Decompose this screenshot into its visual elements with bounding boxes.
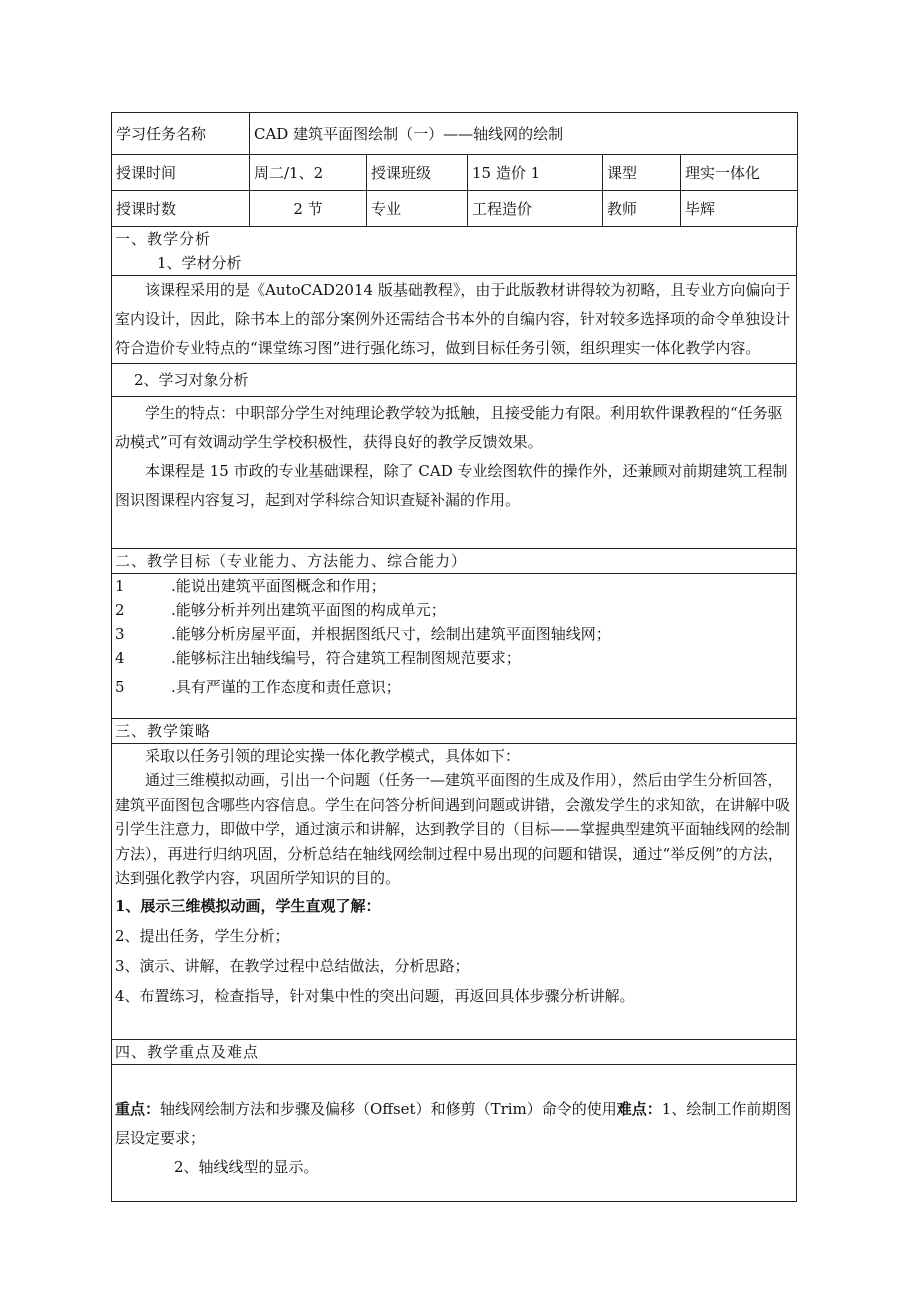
key-points-section [111,1040,797,1202]
class-value: 15 造价 1 [468,155,603,191]
lesson-info-table [111,112,798,227]
strategy-detail: 通过三维模拟动画，引出一个问题（任务一—建筑平面图的生成及作用），然后由学生分析回答，建筑平面图包含哪些内容信息。学生在问答分析间遇到问题或讲错，会激发学生的求知欲，在讲解中吸引学生注意力，即做中学，通过演示和讲解，达到教学目的（目标——掌握典型建筑平面轴线网的绘制方法），再进行归纳巩固，分析总结在轴线网绘制过程中易出现的问题和错误，通过“举反例”的方法，达到强化教学内容，巩固所学知识的目的。 [115,771,791,887]
teaching-strategy-section [111,719,797,1040]
objective-item: 5 .具有严谨的工作态度和责任意识； [115,678,401,696]
objective-item: 3 .能够分析房屋平面，并根据图纸尺寸，绘制出建筑平面图轴线网； [115,625,611,643]
teacher-label: 教师 [603,191,681,227]
strategy-step: 4、布置练习，检查指导，针对集中性的突出问题，再返回具体步骤分析讲解。 [115,986,635,1005]
teacher-value: 毕辉 [681,191,798,227]
task-name-value: CAD 建筑平面图绘制（一）——轴线网的绘制 [250,113,798,155]
major-label: 专业 [367,191,468,227]
class-label: 授课班级 [367,155,468,191]
teaching-analysis-section [111,227,797,549]
learner-analysis-title: 2、学习对象分析 [112,364,796,397]
section4-title: 四、教学重点及难点 [112,1040,796,1065]
key-points-text [112,1095,796,1153]
objective-item: 4 .能够标注出轴线编号，符合建筑工程制图规范要求； [115,649,521,667]
time-label: 授课时间 [112,155,250,191]
objective-item: 1 .能说出建筑平面图概念和作用； [115,577,386,595]
key-label: 重点： [115,1099,161,1118]
strategy-step: 2、提出任务，学生分析； [115,926,290,945]
strategy-step: 1、展示三维模拟动画，学生直观了解： [115,896,381,915]
learner-analysis-text-2: 本课程是 15 市政的专业基础课程，除了 CAD 专业绘图软件的操作外，还兼顾对前期建筑工程制图识图课程内容复习，起到对学科综合知识查疑补漏的作用。 [115,462,788,509]
time-value: 周二/1、2 [250,155,367,191]
learner-analysis-text-1: 学生的特点：中职部分学生对纯理论教学较为抵触，且接受能力有限。利用软件课教程的“任务驱动模式”可有效调动学生学校积极性，获得良好的教学反馈效果。 [115,404,783,451]
teaching-objectives-section [111,549,797,719]
hours-label: 授课时数 [112,191,250,227]
hours-value: 2 节 [250,191,367,227]
difficulty-text-1: 1、绘制工作前期图层设定要求； [115,1099,792,1147]
section2-title: 二、教学目标（专业能力、方法能力、综合能力） [112,549,796,574]
objective-item: 2 .能够分析并列出建筑平面图的构成单元； [115,601,446,619]
difficulty-label: 难点： [616,1099,662,1118]
key-text: 轴线网绘制方法和步骤及偏移（Offset）和修剪（Trim）命令的使用 [160,1099,617,1118]
strategy-intro: 采取以任务引领的理论实操一体化教学模式，具体如下： [145,747,521,765]
lesson-plan-document [111,112,797,1202]
material-analysis-title: 1、学材分析 [112,251,796,276]
section1-title: 一、教学分析 [115,230,212,248]
difficulty-text-2: 2、轴线线型的显示。 [174,1157,319,1176]
section3-title: 三、教学策略 [112,719,796,744]
major-value: 工程造价 [468,191,603,227]
material-analysis-text: 该课程采用的是《AutoCAD2014 版基础教程》，由于此版教材讲得较为初略，且专业方向偏向于室内设计，因此，除书本上的部分案例外还需结合书本外的自编内容，针对较多选择项的命令单独设计符合造价专业特点的“课堂练习图”进行强化练习，做到目标任务引领，组织理实一体化教学内容。 [112,276,796,364]
type-label: 课型 [603,155,681,191]
type-value: 理实一体化 [681,155,798,191]
task-name-label: 学习任务名称 [112,113,250,155]
strategy-step: 3、演示、讲解，在教学过程中总结做法，分析思路； [115,956,470,975]
